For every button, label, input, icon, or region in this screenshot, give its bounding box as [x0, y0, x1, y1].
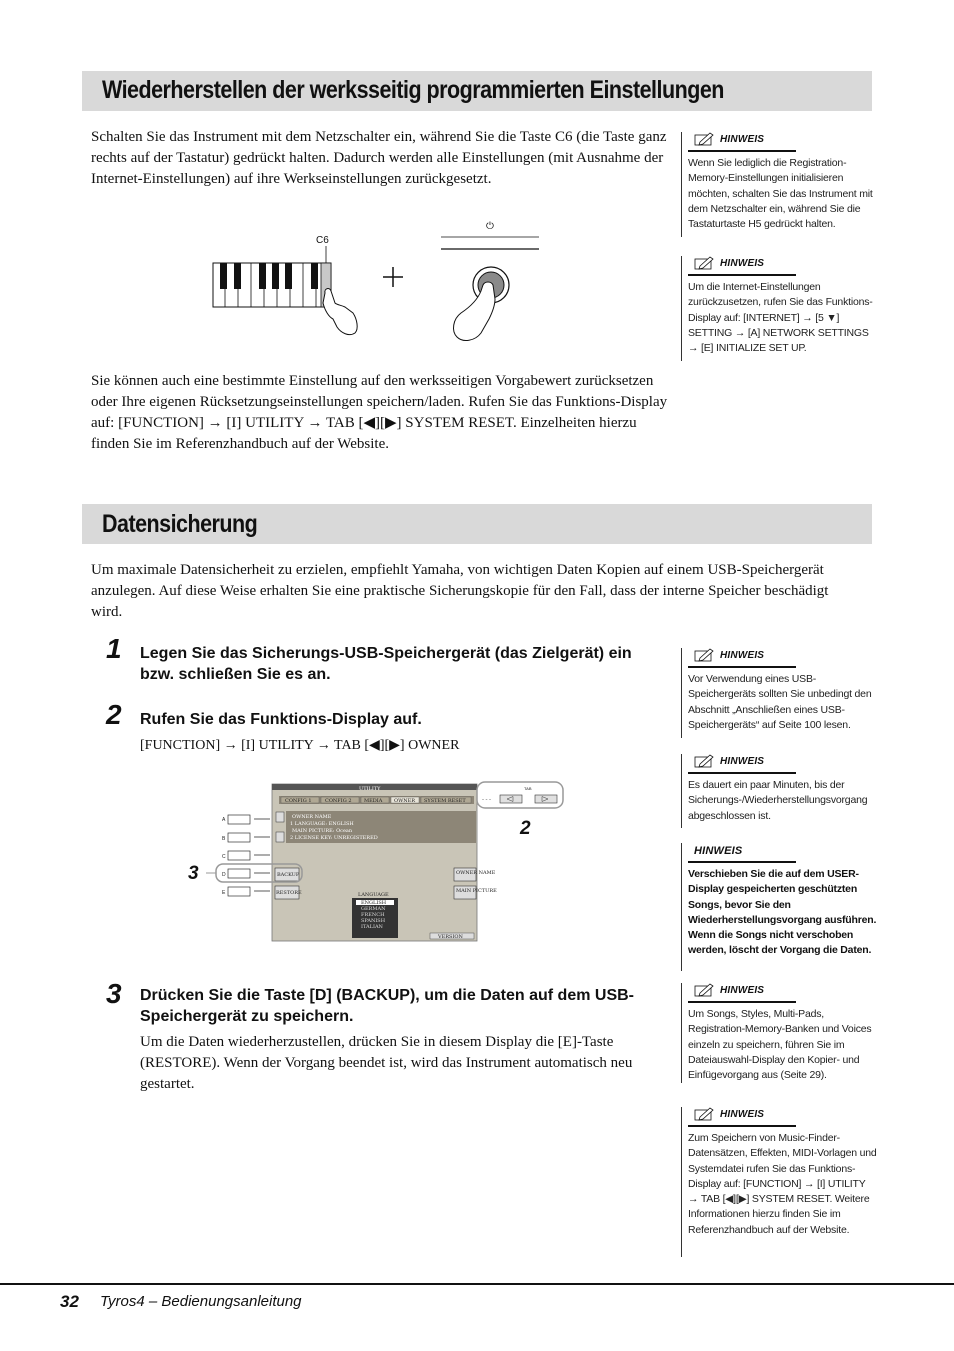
language-label: LANGUAGE [358, 892, 389, 898]
system-reset-paragraph: Sie können auch eine bestimmte Einstellung auf den werksseitigen Vorgabewert zurücksetzen oder Ihre eigenen Rücksetzungseinstellungen speichern/laden. Rufen Sie das Funktions-Display auf: [FUNCTION] → [I] UTILITY → TAB [◀][▶] SYSTEM RESET. Einzelheiten hierzu finden Sie im Referenzhandbuch auf der Website. [91, 373, 668, 452]
row-license-key: 2 LICENSE KEY: UNREGISTERED [290, 835, 378, 841]
side-note [681, 648, 878, 738]
section-header-factory-reset [82, 71, 872, 111]
page-number: 32 [60, 1292, 79, 1311]
side-note-warning [681, 843, 878, 971]
pencil-note-icon [694, 132, 716, 146]
button-letter-d: D [222, 872, 226, 878]
step-number: 2 [106, 699, 122, 730]
version-label: VERSION [438, 934, 463, 940]
restore-screen-button: RESTORE [276, 890, 302, 896]
note-text: Es dauert ein paar Minuten, bis der Sicherungs-/Wiederherstellungsvorgang abgeschlossen ist. [688, 779, 868, 822]
svg-text:- - -: - - - [482, 797, 491, 803]
row-owner-name: OWNER NAME [292, 814, 332, 820]
language-option: SPANISH [361, 918, 386, 924]
side-note [681, 1107, 878, 1257]
language-option: ITALIAN [361, 924, 383, 930]
factory-reset-illustration [205, 215, 555, 355]
backup-intro-paragraph: Um maximale Datensicherheit zu erzielen, empfiehlt Yamaha, von wichtigen Daten Kopien auf einem USB-Speichergerät anzulegen. Auf diese Weise erhalten Sie eine praktische Sicherungskopie für den Fall, dass der interne Speicher beschädigt wird. [91, 562, 829, 620]
note-label: HINWEIS [720, 134, 765, 145]
note-text: Wenn Sie lediglich die Registration-Memory-Einstellungen initialisieren möchten, schalten Sie das Instrument mit dem Netzschalter ein, während Sie die Tastaturtaste H5 gedrückt halten. [688, 157, 873, 231]
backup-screen-button: BACKUP [277, 872, 300, 878]
note-label: HINWEIS [720, 258, 765, 269]
note-label: HINWEIS [720, 985, 765, 996]
pencil-note-icon [694, 754, 716, 768]
pencil-note-icon [694, 648, 716, 662]
button-letter-a: A [222, 817, 226, 823]
row-language: 1 LANGUAGE: ENGLISH [290, 821, 354, 827]
factory-reset-paragraph: Schalten Sie das Instrument mit dem Netzschalter ein, während Sie die Taste C6 (die Taste ganz rechts auf der Tastatur) gedrückt halten. Dadurch werden alle Einstellungen (mit Ausnahme der Internet-Einstellungen) auf ihre Werkseinstellungen zurückgesetzt. [91, 129, 667, 187]
tab-owner: OWNER [394, 798, 416, 804]
row-main-picture: MAIN PICTURE: Ocean [292, 828, 353, 834]
section-header-backup [82, 504, 872, 544]
pencil-note-icon [694, 1107, 716, 1121]
tab-left-button [500, 795, 522, 803]
button-letter-c: C [222, 854, 226, 860]
tab-config1: CONFIG 1 [285, 798, 312, 804]
callout-2: 2 [520, 818, 531, 839]
pencil-note-icon [694, 983, 716, 997]
power-symbol: ⏻ [486, 221, 494, 232]
tab-label: TAB [524, 786, 532, 791]
side-note [681, 754, 878, 828]
note-text: Um Songs, Styles, Multi-Pads, Registration-Memory-Banken und Voices einzeln zu speichern, führen Sie im Dateiauswahl-Display den Kopier- und Einfügevorgang aus (Seite 29). [688, 1008, 872, 1082]
note-text: Zum Speichern von Music-Finder-Datensätzen, Effekten, MIDI-Vorlagen und Systemdatei rufen Sie das Funktions-Display auf: [FUNCTION] → [I] UTILITY → TAB [◀][▶] SYSTEM RESET. Weitere Informationen hierzu finden Sie im Referenzhandbuch auf der Website. [688, 1132, 877, 1236]
section-title: Wiederherstellen der werksseitig programmierten Einstellungen [102, 76, 724, 104]
language-option: GERMAN [361, 906, 386, 912]
footer-rule [0, 1283, 954, 1285]
language-option: ENGLISH [361, 900, 387, 906]
main-picture-screen-button: MAIN PICTURE [456, 888, 497, 894]
note-text: Um die Internet-Einstellungen zurückzusetzen, rufen Sie das Funktions-Display auf: [INTERNET] → [5 ▼] SETTING → [A] NETWORK SETTINGS → [E] INITIALIZE SET UP. [688, 281, 873, 355]
side-note [681, 132, 878, 237]
button-letter-e: E [222, 890, 226, 896]
note-label: HINWEIS [720, 756, 765, 767]
tab-system-reset: SYSTEM RESET [424, 798, 466, 804]
step-text: Drücken Sie die Taste [D] (BACKUP), um die Daten auf dem USB-Speichergerät zu speichern. [140, 987, 634, 1025]
callout-3: 3 [188, 863, 199, 884]
section-title: Datensicherung [102, 510, 258, 538]
manual-title: Tyros4 – Bedienungsanleitung [100, 1293, 302, 1310]
screen-title: UTILITY [359, 786, 381, 792]
note-label: HINWEIS [694, 845, 743, 857]
step-path: [FUNCTION] → [I] UTILITY → TAB [◀][▶] OWNER [140, 738, 460, 753]
language-option: FRENCH [361, 912, 385, 918]
tab-right-button [535, 795, 557, 803]
restore-paragraph: Um die Daten wiederherzustellen, drücken Sie in diesem Display die [E]-Taste (RESTORE). Wenn der Vorgang beendet ist, wird das Instrument automatisch neu gestartet. [140, 1034, 633, 1092]
note-text: Vor Verwendung eines USB-Speichergeräts sollten Sie unbedingt den Abschnitt „Anschließen eines USB-Speichergeräts“ auf Seite 100 lesen. [688, 673, 872, 731]
step-text: Legen Sie das Sicherungs-USB-Speichergerät (das Zielgerät) ein bzw. schließen Sie es an. [140, 645, 632, 683]
step-text: Rufen Sie das Funktions-Display auf. [140, 711, 422, 728]
note-label: HINWEIS [720, 1109, 765, 1120]
side-note [681, 983, 878, 1083]
tab-media: MEDIA [364, 798, 383, 804]
note-label: HINWEIS [720, 650, 765, 661]
side-note [681, 256, 878, 361]
step-number: 3 [106, 978, 122, 1009]
tab-config2: CONFIG 2 [325, 798, 352, 804]
note-text: Verschieben Sie die auf dem USER-Display gespeicherten geschützten Songs, bevor Sie den Wiederherstellungsvorgang ausführen. Wenn die Songs nicht verschoben werden, löscht der Vorgang die Daten. [688, 868, 877, 957]
button-letter-b: B [222, 836, 226, 842]
utility-screen-figure [180, 778, 570, 948]
step-number: 1 [106, 633, 122, 664]
keyboard-graphic [213, 263, 331, 307]
c6-label: C6 [316, 235, 329, 246]
pencil-note-icon [694, 256, 716, 270]
owner-name-screen-button: OWNER NAME [456, 870, 496, 876]
